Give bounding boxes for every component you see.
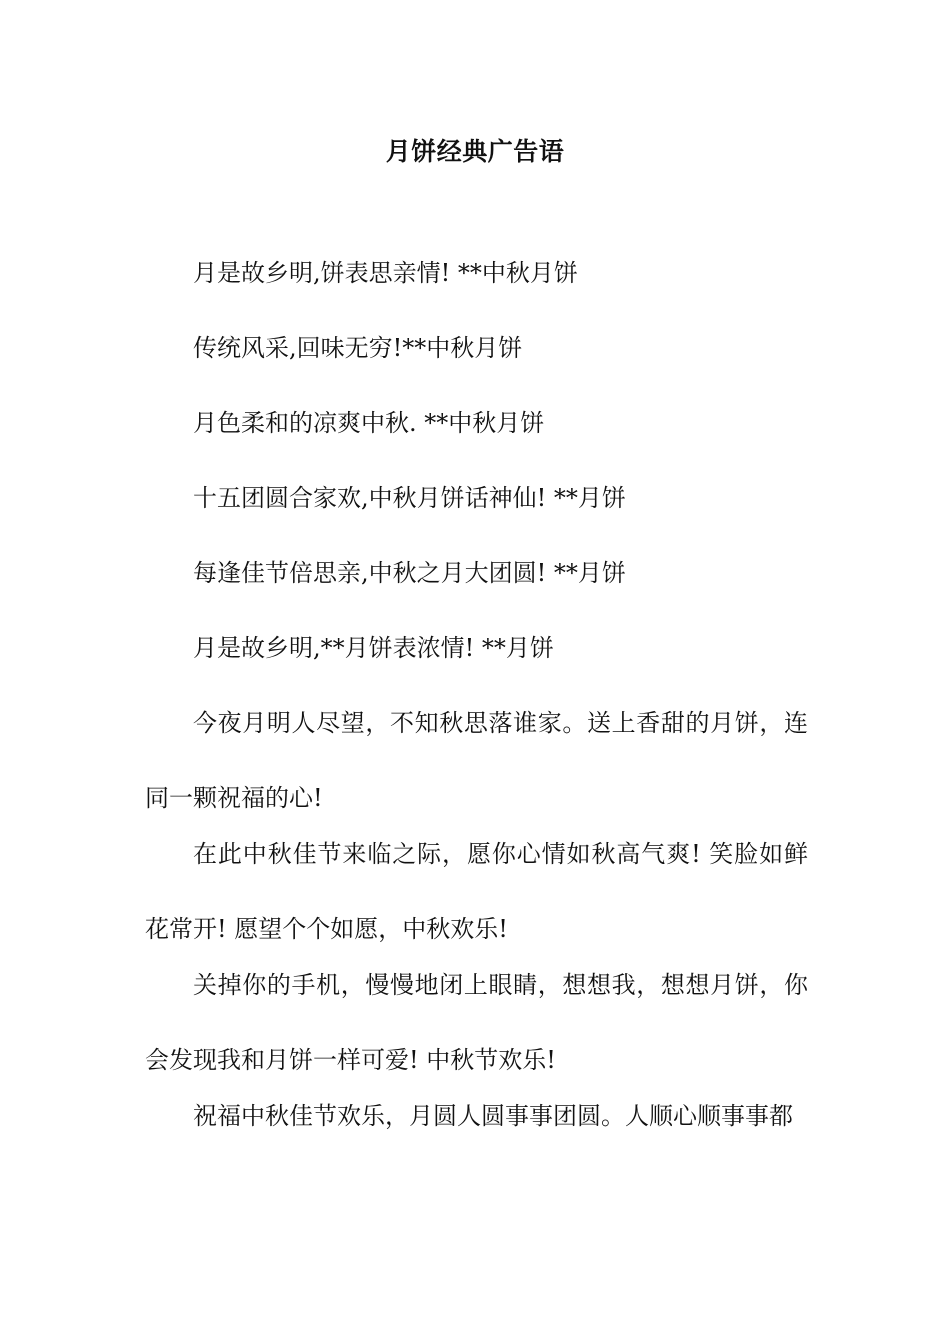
document-body [145, 255, 808, 1154]
slogan-paragraph: 月是故乡明,饼表思亲情! **中秋月饼 [193, 259, 578, 287]
greeting-paragraph: 祝福中秋佳节欢乐，月圆人圆事事团圆。人顺心顺事事都 [193, 1102, 793, 1130]
slogan-paragraph: 月是故乡明,**月饼表浓情! **月饼 [193, 634, 554, 662]
slogan-paragraph: 传统风采,回味无穷!**中秋月饼 [193, 334, 523, 362]
greeting-paragraph: 在此中秋佳节来临之际，愿你心情如秋高气爽! 笑脸如鲜花常开! 愿望个个如愿，中秋欢乐! [145, 840, 808, 943]
document-title: 月饼经典广告语 [385, 137, 565, 166]
slogan-paragraph: 月色柔和的凉爽中秋. **中秋月饼 [193, 409, 545, 437]
greeting-paragraph: 今夜月明人尽望，不知秋思落谁家。送上香甜的月饼，连同一颗祝福的心! [145, 709, 808, 812]
slogan-paragraph: 十五团圆合家欢,中秋月饼话神仙! **月饼 [193, 484, 626, 512]
greeting-paragraph: 关掉你的手机，慢慢地闭上眼睛，想想我，想想月饼，你会发现我和月饼一样可爱! 中秋节欢乐! [145, 971, 808, 1074]
slogan-paragraph: 每逢佳节倍思亲,中秋之月大团圆! **月饼 [193, 559, 626, 587]
